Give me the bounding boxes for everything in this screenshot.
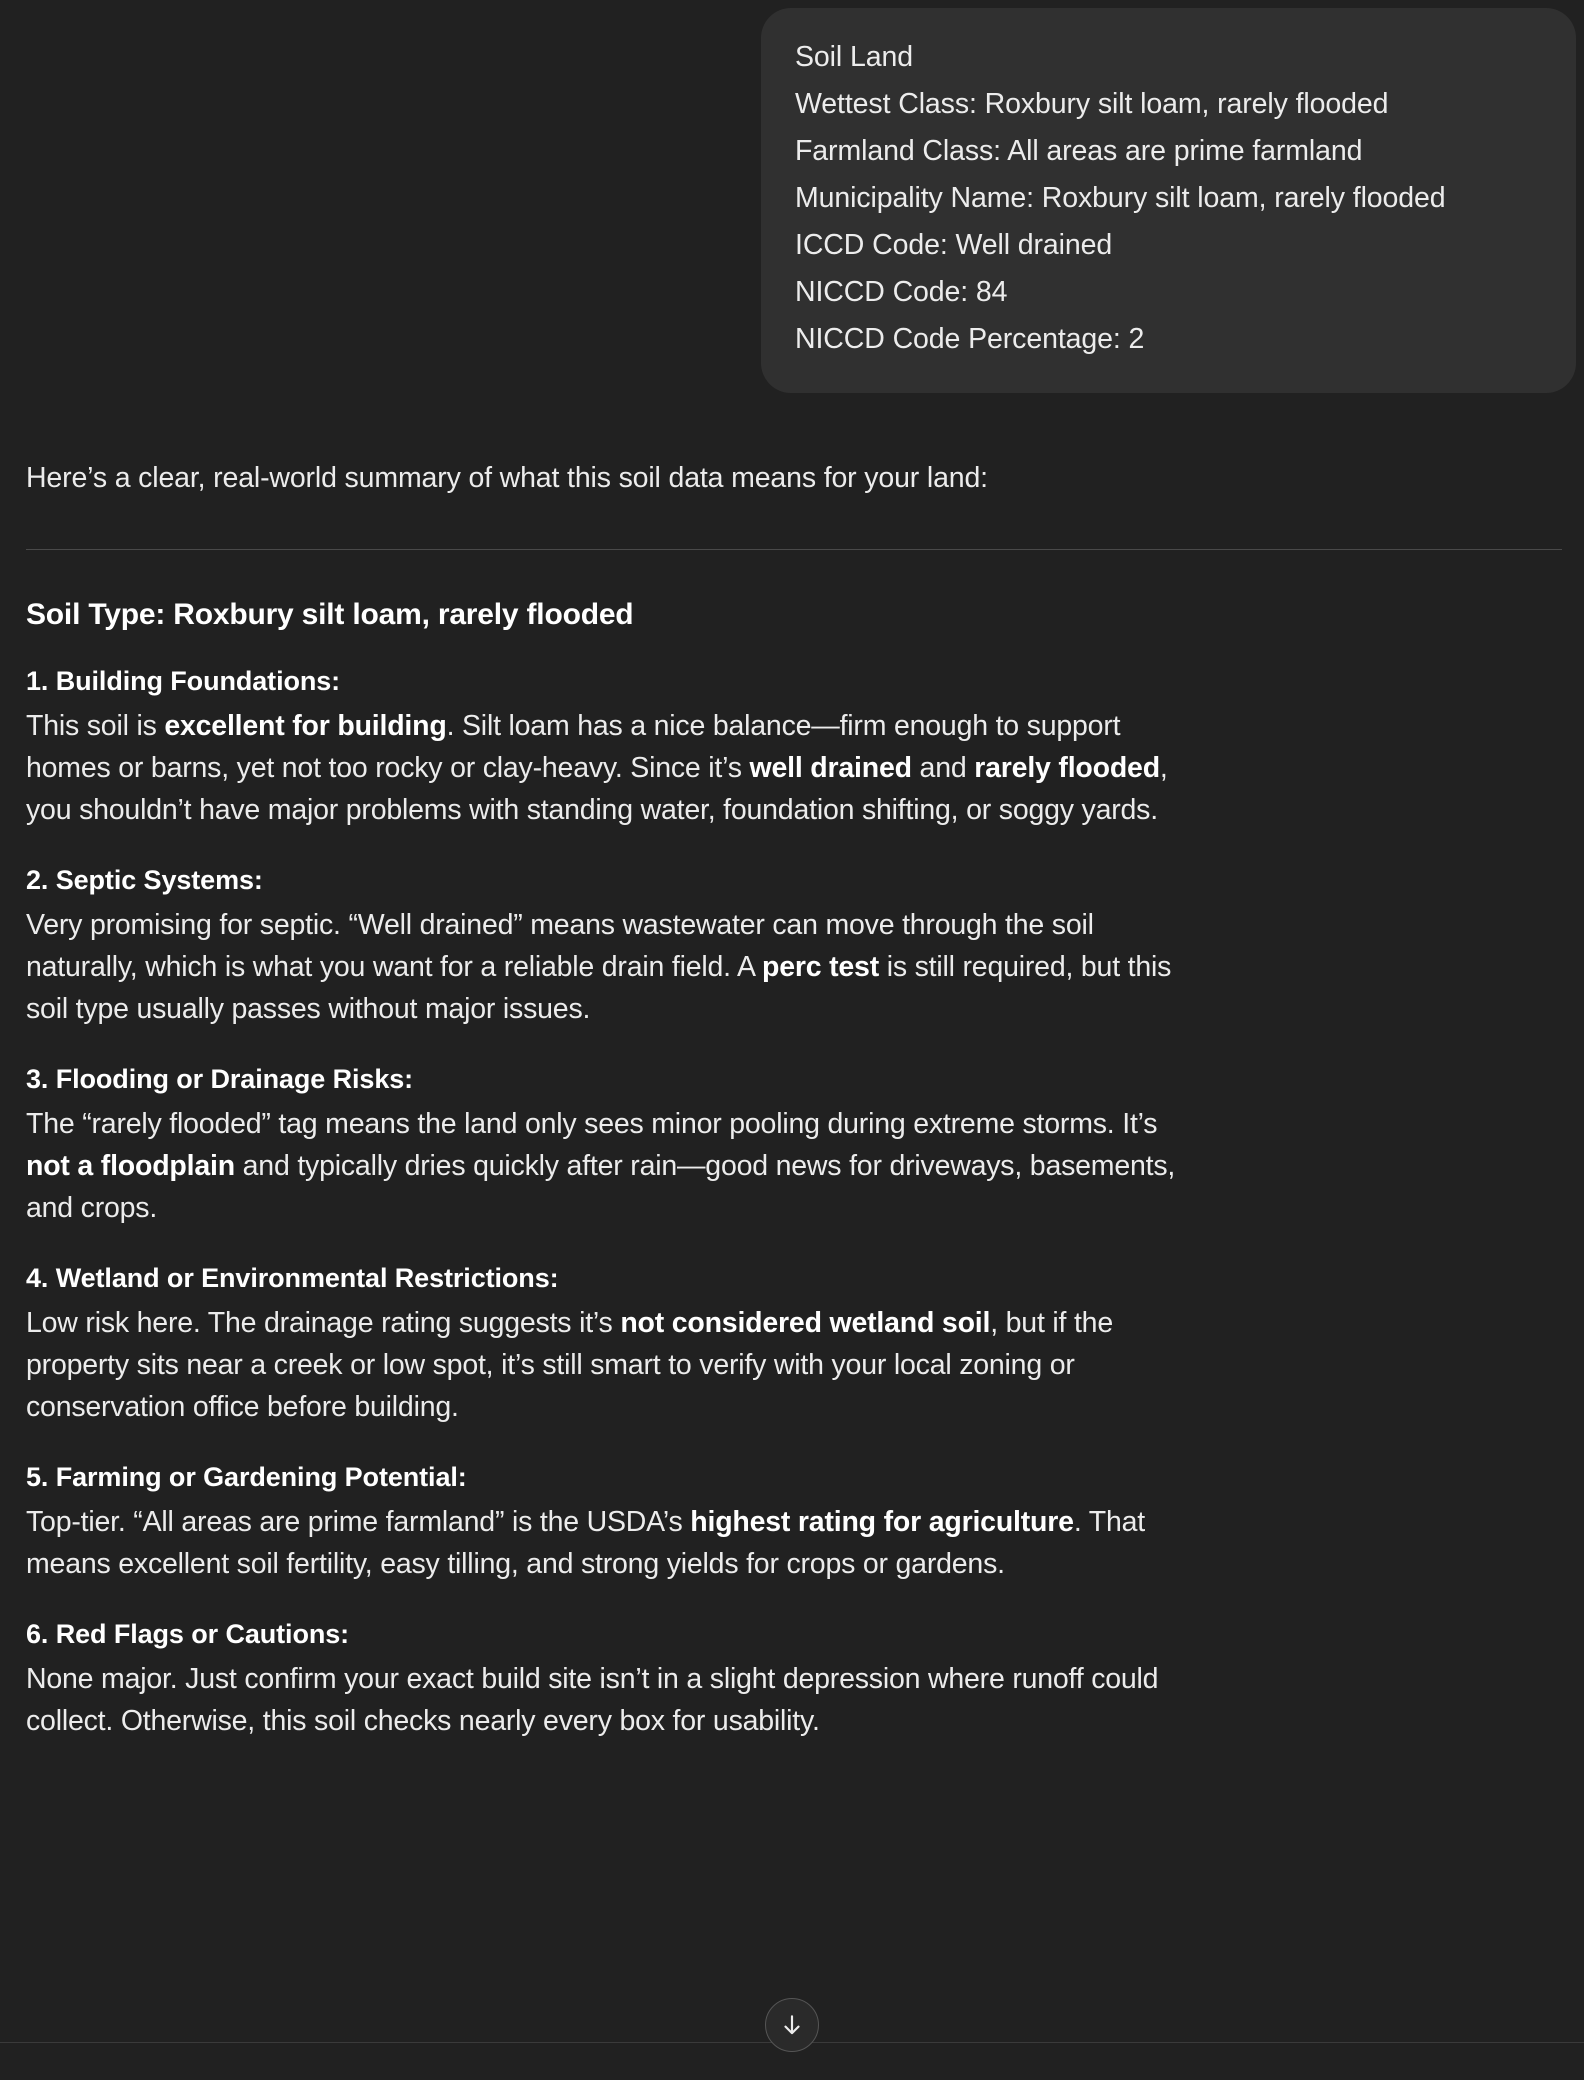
scroll-to-bottom-button[interactable] — [765, 1998, 819, 2052]
bubble-line-farmland-class: Farmland Class: All areas are prime farmland — [795, 135, 1363, 167]
arrow-down-icon — [779, 2012, 805, 2038]
section-title: 1. Building Foundations: — [26, 666, 341, 696]
section-title: 2. Septic Systems: — [26, 865, 263, 895]
section-title: 5. Farming or Gardening Potential: — [26, 1462, 467, 1492]
soil-type-heading: Soil Type: Roxbury silt loam, rarely flooded — [26, 598, 634, 631]
section-septic-systems — [26, 865, 1566, 1030]
bubble-line-iccd-code: ICCD Code: Well drained — [795, 229, 1113, 261]
bubble-line-niccd-code-percentage: NICCD Code Percentage: 2 — [795, 323, 1145, 355]
content-divider — [26, 549, 1562, 550]
user-message-row — [0, 0, 1584, 393]
answer-intro: Here’s a clear, real-world summary of what this soil data means for your land: — [26, 462, 988, 494]
bubble-line-municipality-name: Municipality Name: Roxbury silt loam, rarely flooded — [795, 182, 1446, 214]
section-title: 4. Wetland or Environmental Restrictions: — [26, 1263, 559, 1293]
assistant-answer — [0, 455, 1584, 1742]
section-wetland-environmental-restrictions — [26, 1263, 1566, 1428]
section-title: 6. Red Flags or Cautions: — [26, 1619, 350, 1649]
bottom-area — [0, 1970, 1584, 2080]
section-body: The “rarely flooded” tag means the land only sees minor pooling during extreme storms. It’s not a floodplain and typically dries quickly after rain—good news for driveways, basements, and crops. — [26, 1108, 1176, 1224]
section-body: Top-tier. “All areas are prime farmland” is the USDA’s highest rating for agriculture. That means excellent soil fertility, easy tilling, and strong yields for crops or gardens. — [26, 1506, 1145, 1580]
section-body: None major. Just confirm your exact build site isn’t in a slight depression where runoff could collect. Otherwise, this soil checks nearly every box for usability. — [26, 1663, 1159, 1737]
section-title: 3. Flooding or Drainage Risks: — [26, 1064, 414, 1094]
bubble-line-title: Soil Land — [795, 41, 913, 73]
user-message-bubble[interactable] — [761, 8, 1576, 393]
section-flooding-drainage-risks — [26, 1064, 1566, 1229]
bubble-line-wettest-class: Wettest Class: Roxbury silt loam, rarely flooded — [795, 88, 1389, 120]
section-body: This soil is excellent for building. Silt loam has a nice balance—firm enough to support homes or barns, yet not too rocky or clay-heavy. Since it’s well drained and rarely flooded, you shouldn’t have major problems with standing water, foundation shifting, or soggy yards. — [26, 710, 1168, 826]
section-body: Very promising for septic. “Well drained” means wastewater can move through the soil naturally, which is what you want for a reliable drain field. A perc test is still required, but this soil type usually passes without major issues. — [26, 909, 1172, 1025]
section-body: Low risk here. The drainage rating suggests it’s not considered wetland soil, but if the property sits near a creek or low spot, it’s still smart to verify with your local zoning or conservation office before building. — [26, 1307, 1113, 1423]
section-red-flags-cautions — [26, 1619, 1566, 1742]
section-farming-gardening-potential — [26, 1462, 1566, 1585]
section-building-foundations — [26, 666, 1566, 831]
bubble-line-niccd-code: NICCD Code: 84 — [795, 276, 1008, 308]
